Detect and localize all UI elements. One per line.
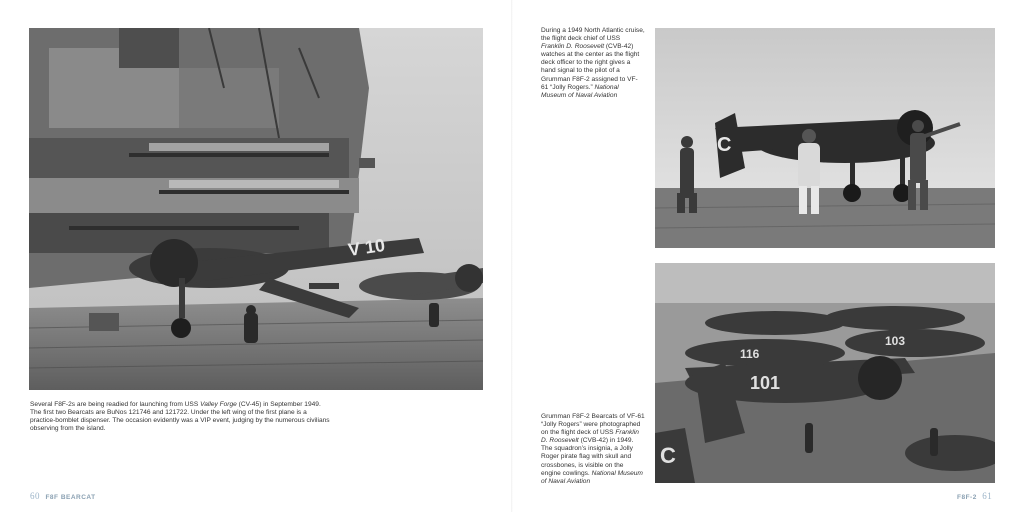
plane-code-left: V 10: [346, 235, 387, 260]
caption-left-text-2: (CV-45) in September 1949. The first two Bearcats are BuNos 121746 and 121722. Under the left wing of the first plane is a practice-bomblet dispenser. The occasion evidently was a VIP event, judging by the numerous civilians observing from the island.: [30, 401, 330, 433]
page-number-left: 60: [30, 491, 40, 501]
plane-code-top: C: [717, 134, 732, 156]
caption-left-text-1: Several F8F-2s are being readied for launching from USS: [30, 401, 201, 408]
photo-flight-deck-signal: [655, 28, 995, 248]
photo-vf61-bearcats-deck: [655, 263, 995, 483]
caption-bottom-right-text-1: Grumman F8F-2 Bearcats of VF-61 “Jolly Rogers” were photographed on the flight deck of USS: [541, 413, 645, 437]
caption-bottom-right-text-2: (CVB-42) in 1949. The squadron’s insignia, a Jolly Roger pirate flag with skull and crossbones, is visible on the engine cowlings.: [541, 437, 634, 477]
folio-right: [957, 491, 992, 501]
caption-bottom-right-photo: [541, 413, 645, 486]
caption-top-right-credit: National Museum of Naval Aviation: [541, 83, 619, 99]
caption-bottom-right-ship-name: Franklin D. Roosevelt: [541, 429, 639, 445]
page-number-right: 61: [982, 491, 993, 501]
folio-left: [30, 491, 96, 501]
plane-code-101: 101: [750, 373, 781, 393]
photo-valley-forge-bearcats: [29, 28, 483, 390]
caption-left-ship-name: Valley Forge: [200, 401, 237, 408]
caption-left-photo: [30, 401, 330, 433]
running-head-right: F8F-2: [957, 494, 977, 501]
plane-code-116: 116: [740, 347, 760, 361]
running-head-left: F8F BEARCAT: [45, 494, 96, 501]
plane-code-c: C: [660, 443, 676, 468]
caption-top-right-text-2: (CVB-42) watches at the center as the flight deck officer to the right gives a hand signal to the pilot of a Grumman F8F-2 assigned to VF-61 “Jolly Rogers.”: [541, 43, 640, 91]
page-gutter: [511, 0, 513, 512]
caption-top-right-ship-name: Franklin D. Roosevelt: [541, 43, 605, 51]
caption-top-right-text-1: During a 1949 North Atlantic cruise, the flight deck chief of USS: [541, 27, 645, 43]
caption-top-right-photo: [541, 27, 645, 100]
caption-bottom-right-credit: National Museum of Naval Aviation: [541, 469, 643, 485]
plane-code-103: 103: [885, 334, 906, 348]
